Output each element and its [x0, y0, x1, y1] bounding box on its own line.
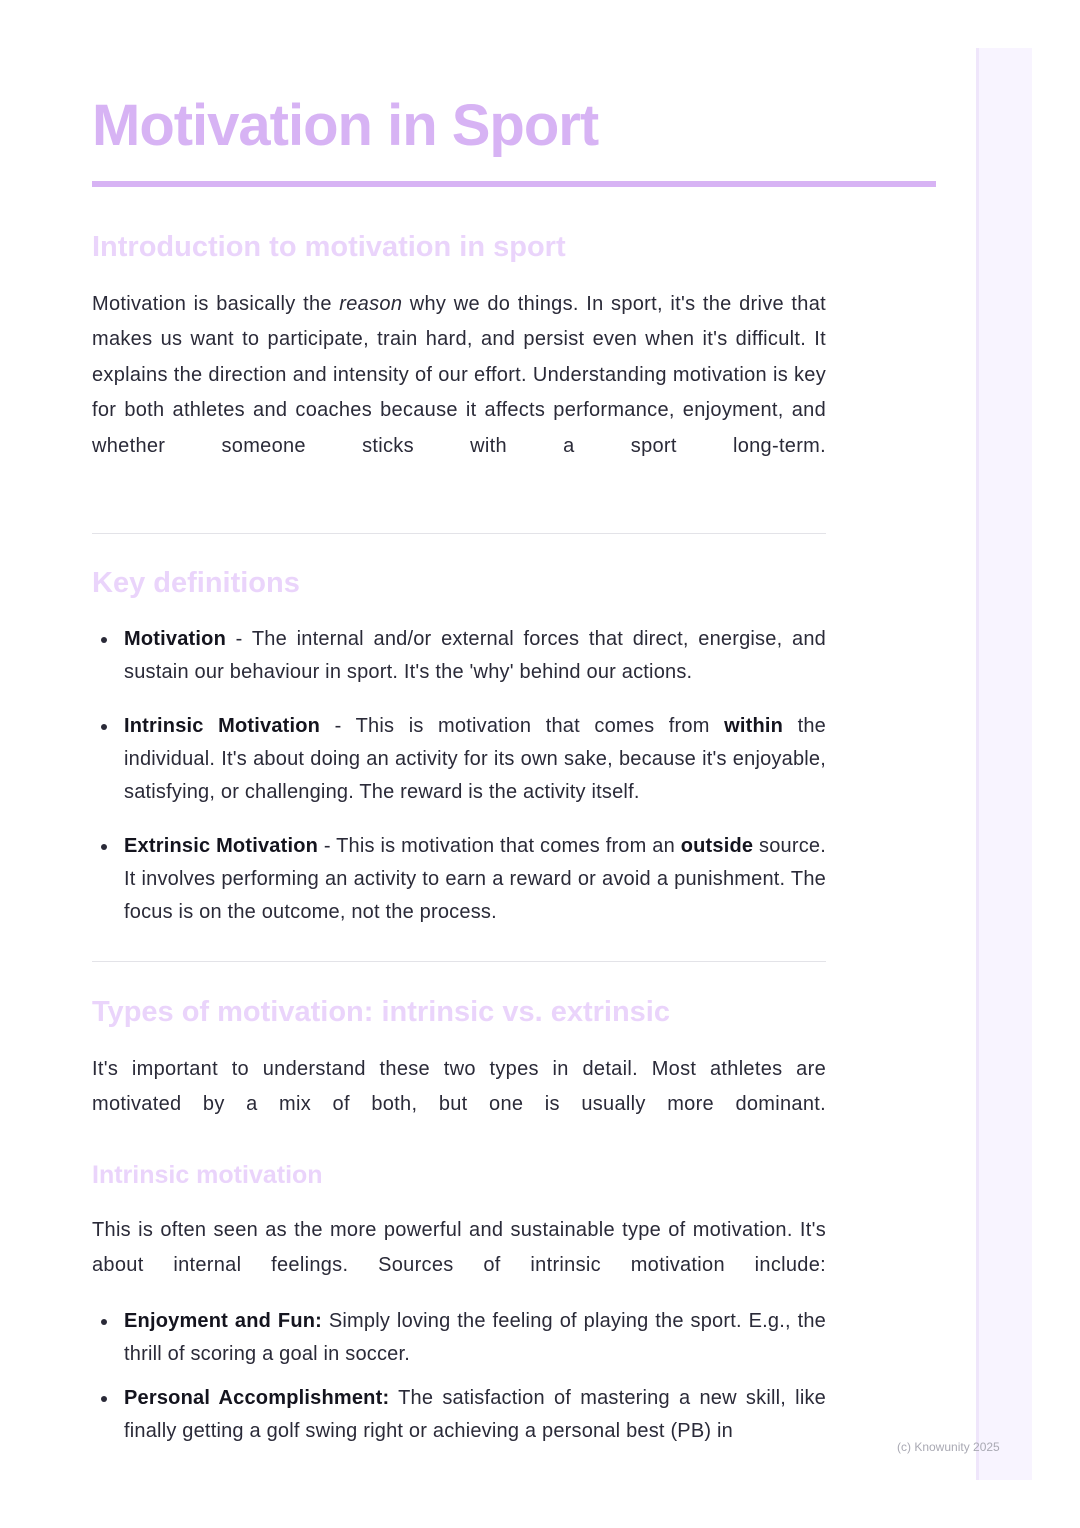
intro-paragraph: Motivation is basically the reason why we do things. In sport, it's the drive that makes us want to participate, train hard, and persist even when it's difficult. It explains the direction and intensity of our effort. Understanding motivation is key for both athletes and coaches because it affects performance, enjoyment, and whether someone sticks with a sport long-term. [92, 293, 826, 457]
section-divider [92, 961, 826, 962]
source-item: Enjoyment and Fun: Simply loving the feeling of playing the sport. E.g., the thrill of scoring a goal in soccer. [92, 1305, 826, 1371]
definitions-heading: Key definitions [92, 567, 300, 599]
intrinsic-sources-list [92, 1305, 826, 1448]
definition-item: Intrinsic Motivation - This is motivation that comes from within the individual. It's about doing an activity for its own sake, because it's enjoyable, satisfying, or challenging. The reward is the activity itself. [92, 710, 826, 809]
intrinsic-heading: Intrinsic motivation [92, 1161, 323, 1189]
page-title: Motivation in Sport [92, 93, 599, 158]
intro-heading: Introduction to motivation in sport [92, 231, 566, 263]
title-underline [92, 181, 936, 187]
definition-item: Extrinsic Motivation - This is motivation that comes from an outside source. It involves performing an activity to earn a reward or avoid a punishment. The focus is on the outcome, not the process. [92, 830, 826, 929]
types-heading: Types of motivation: intrinsic vs. extrinsic [92, 996, 670, 1028]
emphasis-reason: reason [339, 293, 403, 315]
side-margin-panel [976, 48, 1032, 1480]
types-paragraph: It's important to understand these two types in detail. Most athletes are motivated by a mix of both, but one is usually more dominant. [92, 1058, 826, 1116]
definition-item: Motivation - The internal and/or external forces that direct, energise, and sustain our behaviour in sport. It's the 'why' behind our actions. [92, 623, 826, 689]
copyright-footer: (c) Knowunity 2025 [897, 1440, 1000, 1454]
section-divider [92, 533, 826, 534]
source-item: Personal Accomplishment: The satisfaction of mastering a new skill, like finally getting a golf swing right or achieving a personal best (PB) in [92, 1382, 826, 1448]
intrinsic-paragraph: This is often seen as the more powerful and sustainable type of motivation. It's about internal feelings. Sources of intrinsic motivation include: [92, 1219, 826, 1277]
definitions-list [92, 623, 826, 929]
